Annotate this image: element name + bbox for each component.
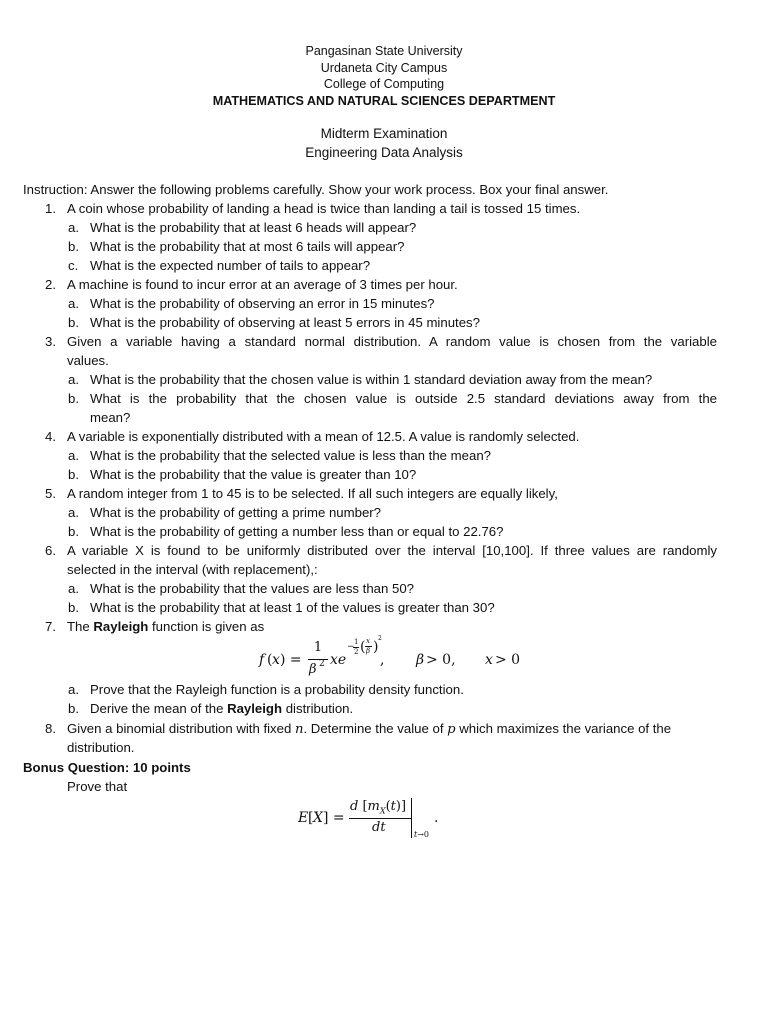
q7b-rayleigh-term: Rayleigh (227, 701, 283, 716)
q3-text-line1: Given a variable having a standard normal distribution. A random value is chosen from the variable (67, 334, 717, 349)
q1-text: A coin whose probability of landing a head is twice than landing a tail is tossed 15 times. (67, 201, 581, 216)
q3b-text-line2: mean? (90, 410, 131, 425)
q7-number: 7. (45, 619, 56, 634)
department-name: MATHEMATICS AND NATURAL SCIENCES DEPARTMENT (212, 93, 556, 108)
q2b-label: b. (68, 315, 79, 330)
q3-text-line2: values. (67, 353, 109, 368)
q7-text-pre: The (67, 619, 94, 634)
q4-number: 4. (45, 429, 56, 444)
q7a-text: Prove that the Rayleigh function is a probability density function. (90, 682, 464, 697)
q8-number: 8. (45, 721, 56, 736)
q1-number: 1. (45, 201, 56, 216)
q8-text-mid: . Determine the value of (303, 721, 448, 736)
q1c-label: c. (68, 258, 79, 273)
q3b-text-line1: What is the probability that the chosen value is outside 2.5 standard deviations away from the (90, 391, 717, 406)
q4-text: A variable is exponentially distributed with a mean of 12.5. A value is randomly selected. (67, 429, 580, 444)
university-name: Pangasinan State University (305, 44, 463, 58)
q7-text (67, 617, 264, 636)
bonus-prove-text: Prove that (67, 779, 128, 794)
q8-var-n: n (294, 722, 304, 737)
q1b-label: b. (68, 239, 79, 254)
q5-text: A random integer from 1 to 45 is to be selected. If all such integers are equally likely, (67, 486, 558, 501)
q8-text-line2: distribution. (67, 740, 135, 755)
q8-text-post: which maximizes the variance of the (455, 721, 672, 736)
q5-number: 5. (45, 486, 56, 501)
college-name: College of Computing (323, 77, 445, 91)
exam-title-block (0, 124, 768, 162)
q7-text-post: function is given as (148, 619, 265, 634)
q6a-label: a. (68, 581, 79, 596)
q3a-text: What is the probability that the chosen value is within 1 standard deviation away from the mean? (90, 372, 653, 387)
q7-rayleigh-term: Rayleigh (93, 619, 149, 634)
q4b-text: What is the probability that the value is greater than 10? (90, 467, 417, 482)
rayleigh-equation: f ( x ) = 1 β 2 xe − 1 2 ( x β ) 2 , β > 0, x > 0 (259, 635, 521, 677)
q7b-label: b. (68, 701, 79, 716)
q8-text-pre: Given a binomial distribution with fixed (67, 721, 295, 736)
q6-text-line2: selected in the interval (with replacement),: (67, 562, 318, 577)
q2a-label: a. (68, 296, 79, 311)
q4b-label: b. (68, 467, 79, 482)
q6a-text: What is the probability that the values are less than 50? (90, 581, 415, 596)
q5a-label: a. (68, 505, 79, 520)
document-header (0, 43, 768, 109)
q1b-text: What is the probability that at most 6 tails will appear? (90, 239, 405, 254)
q6b-label: b. (68, 600, 79, 615)
q4a-text: What is the probability that the selected value is less than the mean? (90, 448, 491, 463)
campus-name: Urdaneta City Campus (320, 60, 448, 75)
q2b-text: What is the probability of observing at least 5 errors in 45 minutes? (90, 315, 480, 330)
q2-number: 2. (45, 277, 56, 292)
q6-number: 6. (45, 543, 56, 558)
q1c-text: What is the expected number of tails to appear? (90, 258, 371, 273)
bonus-title: Bonus Question: 10 points (23, 760, 191, 775)
q7b-text-pre: Derive the mean of the (90, 701, 228, 716)
exam-subject: Engineering Data Analysis (305, 145, 463, 160)
q2-text: A machine is found to incur error at an average of 3 times per hour. (67, 277, 458, 292)
q6-text-line1: A variable X is found to be uniformly distributed over the interval [10,100]. If three values are randomly (67, 543, 717, 558)
q7b-text-post: distribution. (282, 701, 354, 716)
q5a-text: What is the probability of getting a prime number? (90, 505, 382, 520)
q2a-text: What is the probability of observing an error in 15 minutes? (90, 296, 435, 311)
bonus-equation: E [ X ] = d $[m_X(t)]$ dt t→0 . (298, 799, 439, 839)
q3b-label: b. (68, 391, 79, 406)
q3-number: 3. (45, 334, 56, 349)
q1a-label: a. (68, 220, 79, 235)
q3a-label: a. (68, 372, 79, 387)
instruction-text: Instruction: Answer the following problems carefully. Show your work process. Box your final answer. (23, 182, 609, 197)
q5b-text: What is the probability of getting a number less than or equal to 22.76? (90, 524, 504, 539)
q8-var-p: p (447, 722, 456, 737)
q6b-text: What is the probability that at least 1 of the values is greater than 30? (90, 600, 495, 615)
q1a-text: What is the probability that at least 6 heads will appear? (90, 220, 417, 235)
q5b-label: b. (68, 524, 79, 539)
exam-type: Midterm Examination (320, 126, 448, 141)
q7a-label: a. (68, 682, 79, 697)
q4a-label: a. (68, 448, 79, 463)
q7b-text (90, 699, 353, 718)
q8-text-line1 (67, 719, 671, 739)
